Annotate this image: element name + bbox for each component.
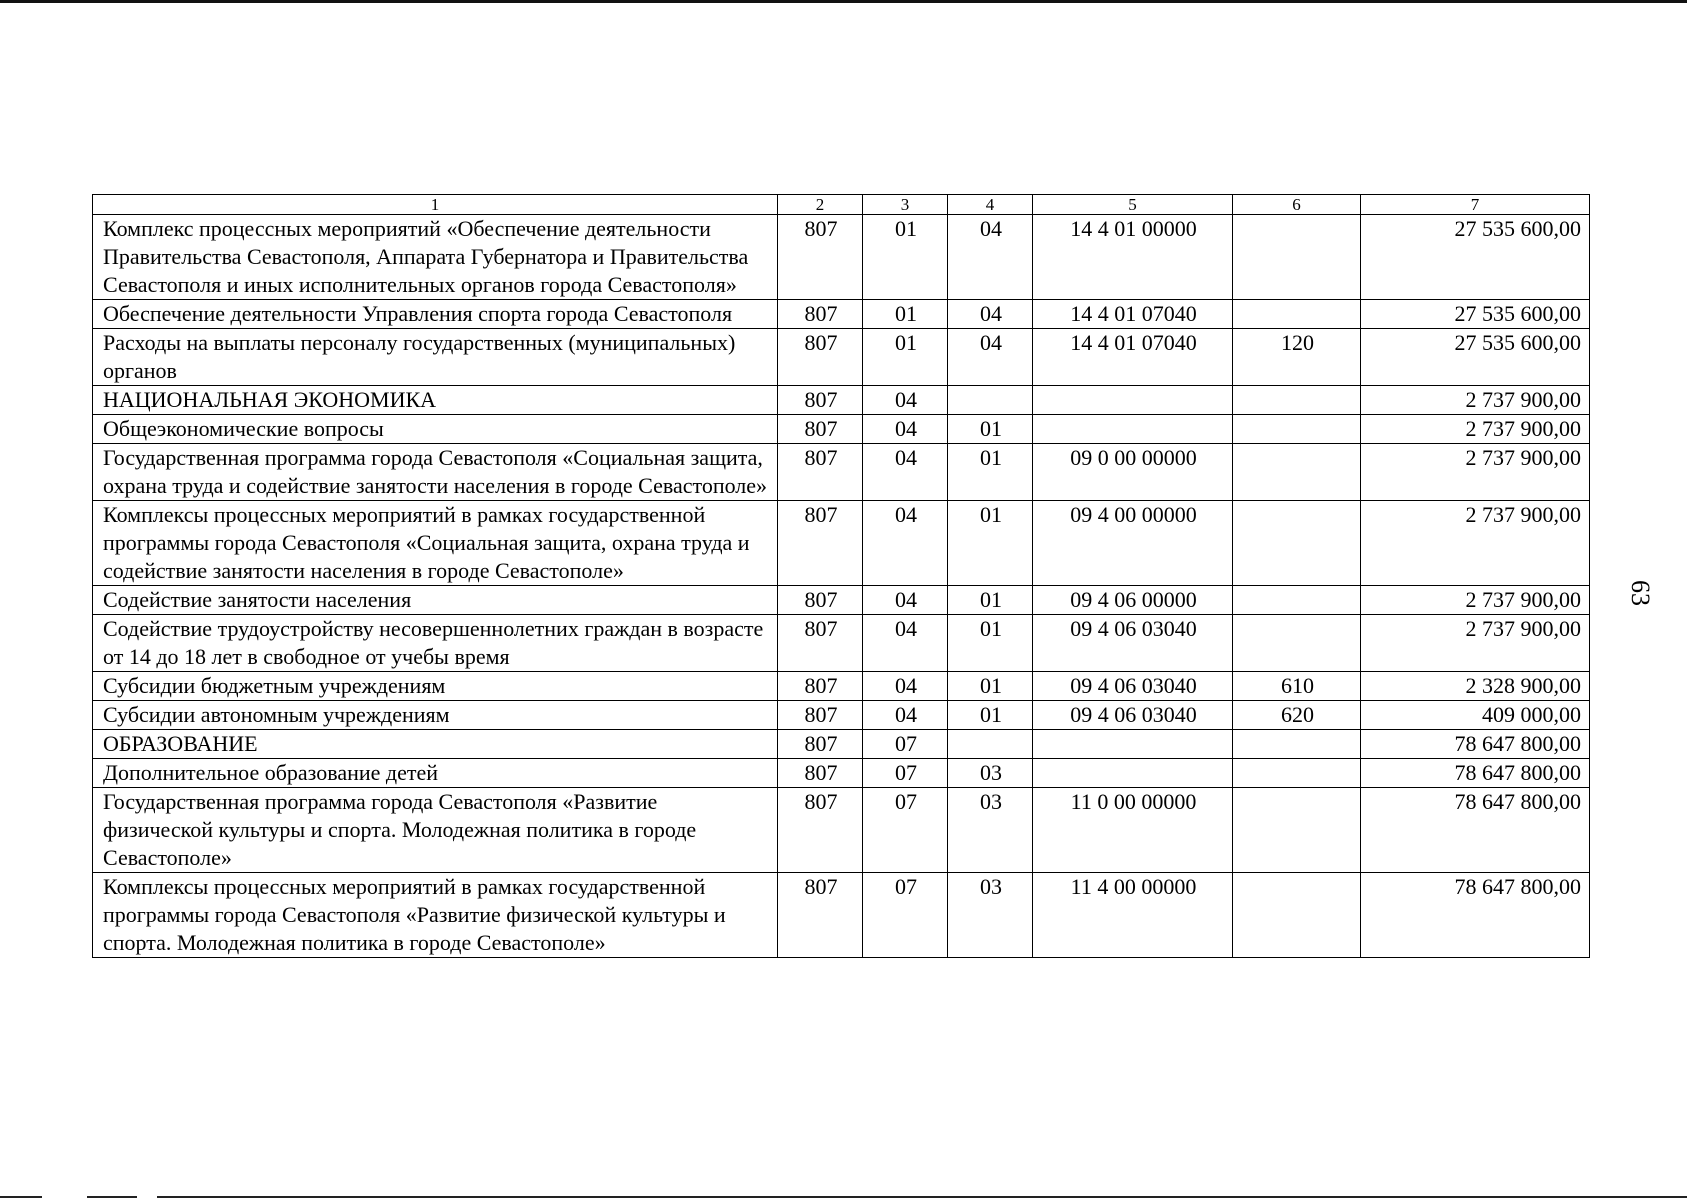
cell-expense-type	[1233, 586, 1361, 615]
row-name: Содействие занятости населения	[93, 586, 778, 615]
table-row	[93, 415, 1590, 444]
cell-amount: 27 535 600,00	[1361, 300, 1590, 329]
row-name: Общеэкономические вопросы	[93, 415, 778, 444]
cell-target-article: 09 0 00 00000	[1033, 444, 1233, 501]
column-header: 4	[948, 195, 1033, 215]
scan-edge-line	[157, 1196, 1687, 1198]
cell-section: 01	[863, 329, 948, 386]
cell-subsection: 03	[948, 788, 1033, 873]
cell-expense-type	[1233, 615, 1361, 672]
table-row	[93, 788, 1590, 873]
cell-subsection: 03	[948, 759, 1033, 788]
table-row	[93, 615, 1590, 672]
cell-target-article: 11 0 00 00000	[1033, 788, 1233, 873]
cell-section: 01	[863, 215, 948, 300]
table-row	[93, 386, 1590, 415]
table-row	[93, 215, 1590, 300]
cell-target-article	[1033, 415, 1233, 444]
cell-expense-type	[1233, 730, 1361, 759]
page-number: 63	[1626, 580, 1655, 606]
column-header: 7	[1361, 195, 1590, 215]
table-row	[93, 586, 1590, 615]
column-header: 3	[863, 195, 948, 215]
cell-subsection: 01	[948, 701, 1033, 730]
row-name: Дополнительное образование детей	[93, 759, 778, 788]
cell-expense-type	[1233, 215, 1361, 300]
cell-ministry: 807	[778, 759, 863, 788]
cell-ministry: 807	[778, 386, 863, 415]
cell-ministry: 807	[778, 615, 863, 672]
cell-expense-type: 120	[1233, 329, 1361, 386]
cell-amount: 27 535 600,00	[1361, 215, 1590, 300]
cell-amount: 2 737 900,00	[1361, 386, 1590, 415]
header-row	[93, 195, 1590, 215]
row-name: Обеспечение деятельности Управления спорта города Севастополя	[93, 300, 778, 329]
cell-ministry: 807	[778, 586, 863, 615]
cell-target-article: 09 4 06 03040	[1033, 701, 1233, 730]
row-name: Субсидии автономным учреждениям	[93, 701, 778, 730]
cell-section: 01	[863, 300, 948, 329]
table-row	[93, 873, 1590, 958]
cell-subsection: 01	[948, 672, 1033, 701]
cell-amount: 2 737 900,00	[1361, 501, 1590, 586]
cell-ministry: 807	[778, 329, 863, 386]
row-name: Государственная программа города Севастополя «Социальная защита, охрана труда и содействие занятости населения в городе Севастополе»	[93, 444, 778, 501]
cell-target-article	[1033, 730, 1233, 759]
cell-subsection: 01	[948, 586, 1033, 615]
column-header: 6	[1233, 195, 1361, 215]
cell-section: 04	[863, 672, 948, 701]
cell-subsection	[948, 386, 1033, 415]
cell-subsection: 03	[948, 873, 1033, 958]
cell-ministry: 807	[778, 501, 863, 586]
table-row	[93, 444, 1590, 501]
cell-section: 04	[863, 386, 948, 415]
cell-section: 04	[863, 586, 948, 615]
cell-expense-type	[1233, 415, 1361, 444]
cell-amount: 2 737 900,00	[1361, 444, 1590, 501]
cell-expense-type: 610	[1233, 672, 1361, 701]
row-name: Комплексы процессных мероприятий в рамках государственной программы города Севастополя «Социальная защита, охрана труда и содействие занятости населения в городе Севастополе»	[93, 501, 778, 586]
cell-ministry: 807	[778, 873, 863, 958]
cell-target-article	[1033, 759, 1233, 788]
cell-target-article: 09 4 00 00000	[1033, 501, 1233, 586]
table-row	[93, 329, 1590, 386]
cell-amount: 2 737 900,00	[1361, 615, 1590, 672]
cell-amount: 27 535 600,00	[1361, 329, 1590, 386]
cell-section: 07	[863, 873, 948, 958]
cell-ministry: 807	[778, 672, 863, 701]
cell-expense-type	[1233, 788, 1361, 873]
cell-subsection: 01	[948, 501, 1033, 586]
cell-expense-type	[1233, 444, 1361, 501]
cell-amount: 2 737 900,00	[1361, 586, 1590, 615]
row-name: НАЦИОНАЛЬНАЯ ЭКОНОМИКА	[93, 386, 778, 415]
cell-expense-type	[1233, 873, 1361, 958]
table-row	[93, 701, 1590, 730]
column-header: 1	[93, 195, 778, 215]
page-top-edge	[0, 0, 1687, 3]
cell-amount: 2 328 900,00	[1361, 672, 1590, 701]
cell-section: 07	[863, 730, 948, 759]
column-header: 5	[1033, 195, 1233, 215]
cell-section: 04	[863, 701, 948, 730]
cell-target-article: 09 4 06 03040	[1033, 672, 1233, 701]
cell-amount: 78 647 800,00	[1361, 730, 1590, 759]
cell-expense-type: 620	[1233, 701, 1361, 730]
cell-section: 04	[863, 444, 948, 501]
cell-expense-type	[1233, 386, 1361, 415]
cell-ministry: 807	[778, 415, 863, 444]
cell-subsection: 01	[948, 415, 1033, 444]
cell-subsection	[948, 730, 1033, 759]
cell-subsection: 04	[948, 300, 1033, 329]
cell-section: 07	[863, 788, 948, 873]
row-name: Содействие трудоустройству несовершеннолетних граждан в возрасте от 14 до 18 лет в свободное от учебы время	[93, 615, 778, 672]
row-name: ОБРАЗОВАНИЕ	[93, 730, 778, 759]
cell-section: 07	[863, 759, 948, 788]
cell-ministry: 807	[778, 215, 863, 300]
cell-target-article: 09 4 06 00000	[1033, 586, 1233, 615]
cell-target-article	[1033, 386, 1233, 415]
cell-subsection: 01	[948, 615, 1033, 672]
cell-subsection: 04	[948, 329, 1033, 386]
column-header: 2	[778, 195, 863, 215]
scan-edge-line	[87, 1196, 137, 1198]
row-name: Расходы на выплаты персоналу государственных (муниципальных) органов	[93, 329, 778, 386]
table-row	[93, 501, 1590, 586]
budget-table	[92, 194, 1590, 958]
cell-ministry: 807	[778, 788, 863, 873]
cell-expense-type	[1233, 501, 1361, 586]
scan-edge-line	[0, 1196, 42, 1198]
cell-target-article: 14 4 01 07040	[1033, 329, 1233, 386]
cell-ministry: 807	[778, 730, 863, 759]
cell-ministry: 807	[778, 300, 863, 329]
cell-section: 04	[863, 615, 948, 672]
cell-amount: 409 000,00	[1361, 701, 1590, 730]
cell-expense-type	[1233, 300, 1361, 329]
cell-section: 04	[863, 415, 948, 444]
cell-amount: 2 737 900,00	[1361, 415, 1590, 444]
table-row	[93, 300, 1590, 329]
cell-section: 04	[863, 501, 948, 586]
cell-subsection: 04	[948, 215, 1033, 300]
cell-ministry: 807	[778, 444, 863, 501]
row-name: Государственная программа города Севастополя «Развитие физической культуры и спорта. Молодежная политика в городе Севастополе»	[93, 788, 778, 873]
cell-target-article: 09 4 06 03040	[1033, 615, 1233, 672]
cell-ministry: 807	[778, 701, 863, 730]
cell-target-article: 11 4 00 00000	[1033, 873, 1233, 958]
cell-target-article: 14 4 01 00000	[1033, 215, 1233, 300]
table-row	[93, 759, 1590, 788]
table-row	[93, 672, 1590, 701]
table-row	[93, 730, 1590, 759]
cell-expense-type	[1233, 759, 1361, 788]
row-name: Субсидии бюджетным учреждениям	[93, 672, 778, 701]
row-name: Комплекс процессных мероприятий «Обеспечение деятельности Правительства Севастополя, Аппарата Губернатора и Правительства Севастополя и иных исполнительных органов города Севастополя»	[93, 215, 778, 300]
cell-subsection: 01	[948, 444, 1033, 501]
cell-amount: 78 647 800,00	[1361, 759, 1590, 788]
cell-amount: 78 647 800,00	[1361, 788, 1590, 873]
row-name: Комплексы процессных мероприятий в рамках государственной программы города Севастополя «Развитие физической культуры и спорта. Молодежная политика в городе Севастополе»	[93, 873, 778, 958]
cell-target-article: 14 4 01 07040	[1033, 300, 1233, 329]
cell-amount: 78 647 800,00	[1361, 873, 1590, 958]
